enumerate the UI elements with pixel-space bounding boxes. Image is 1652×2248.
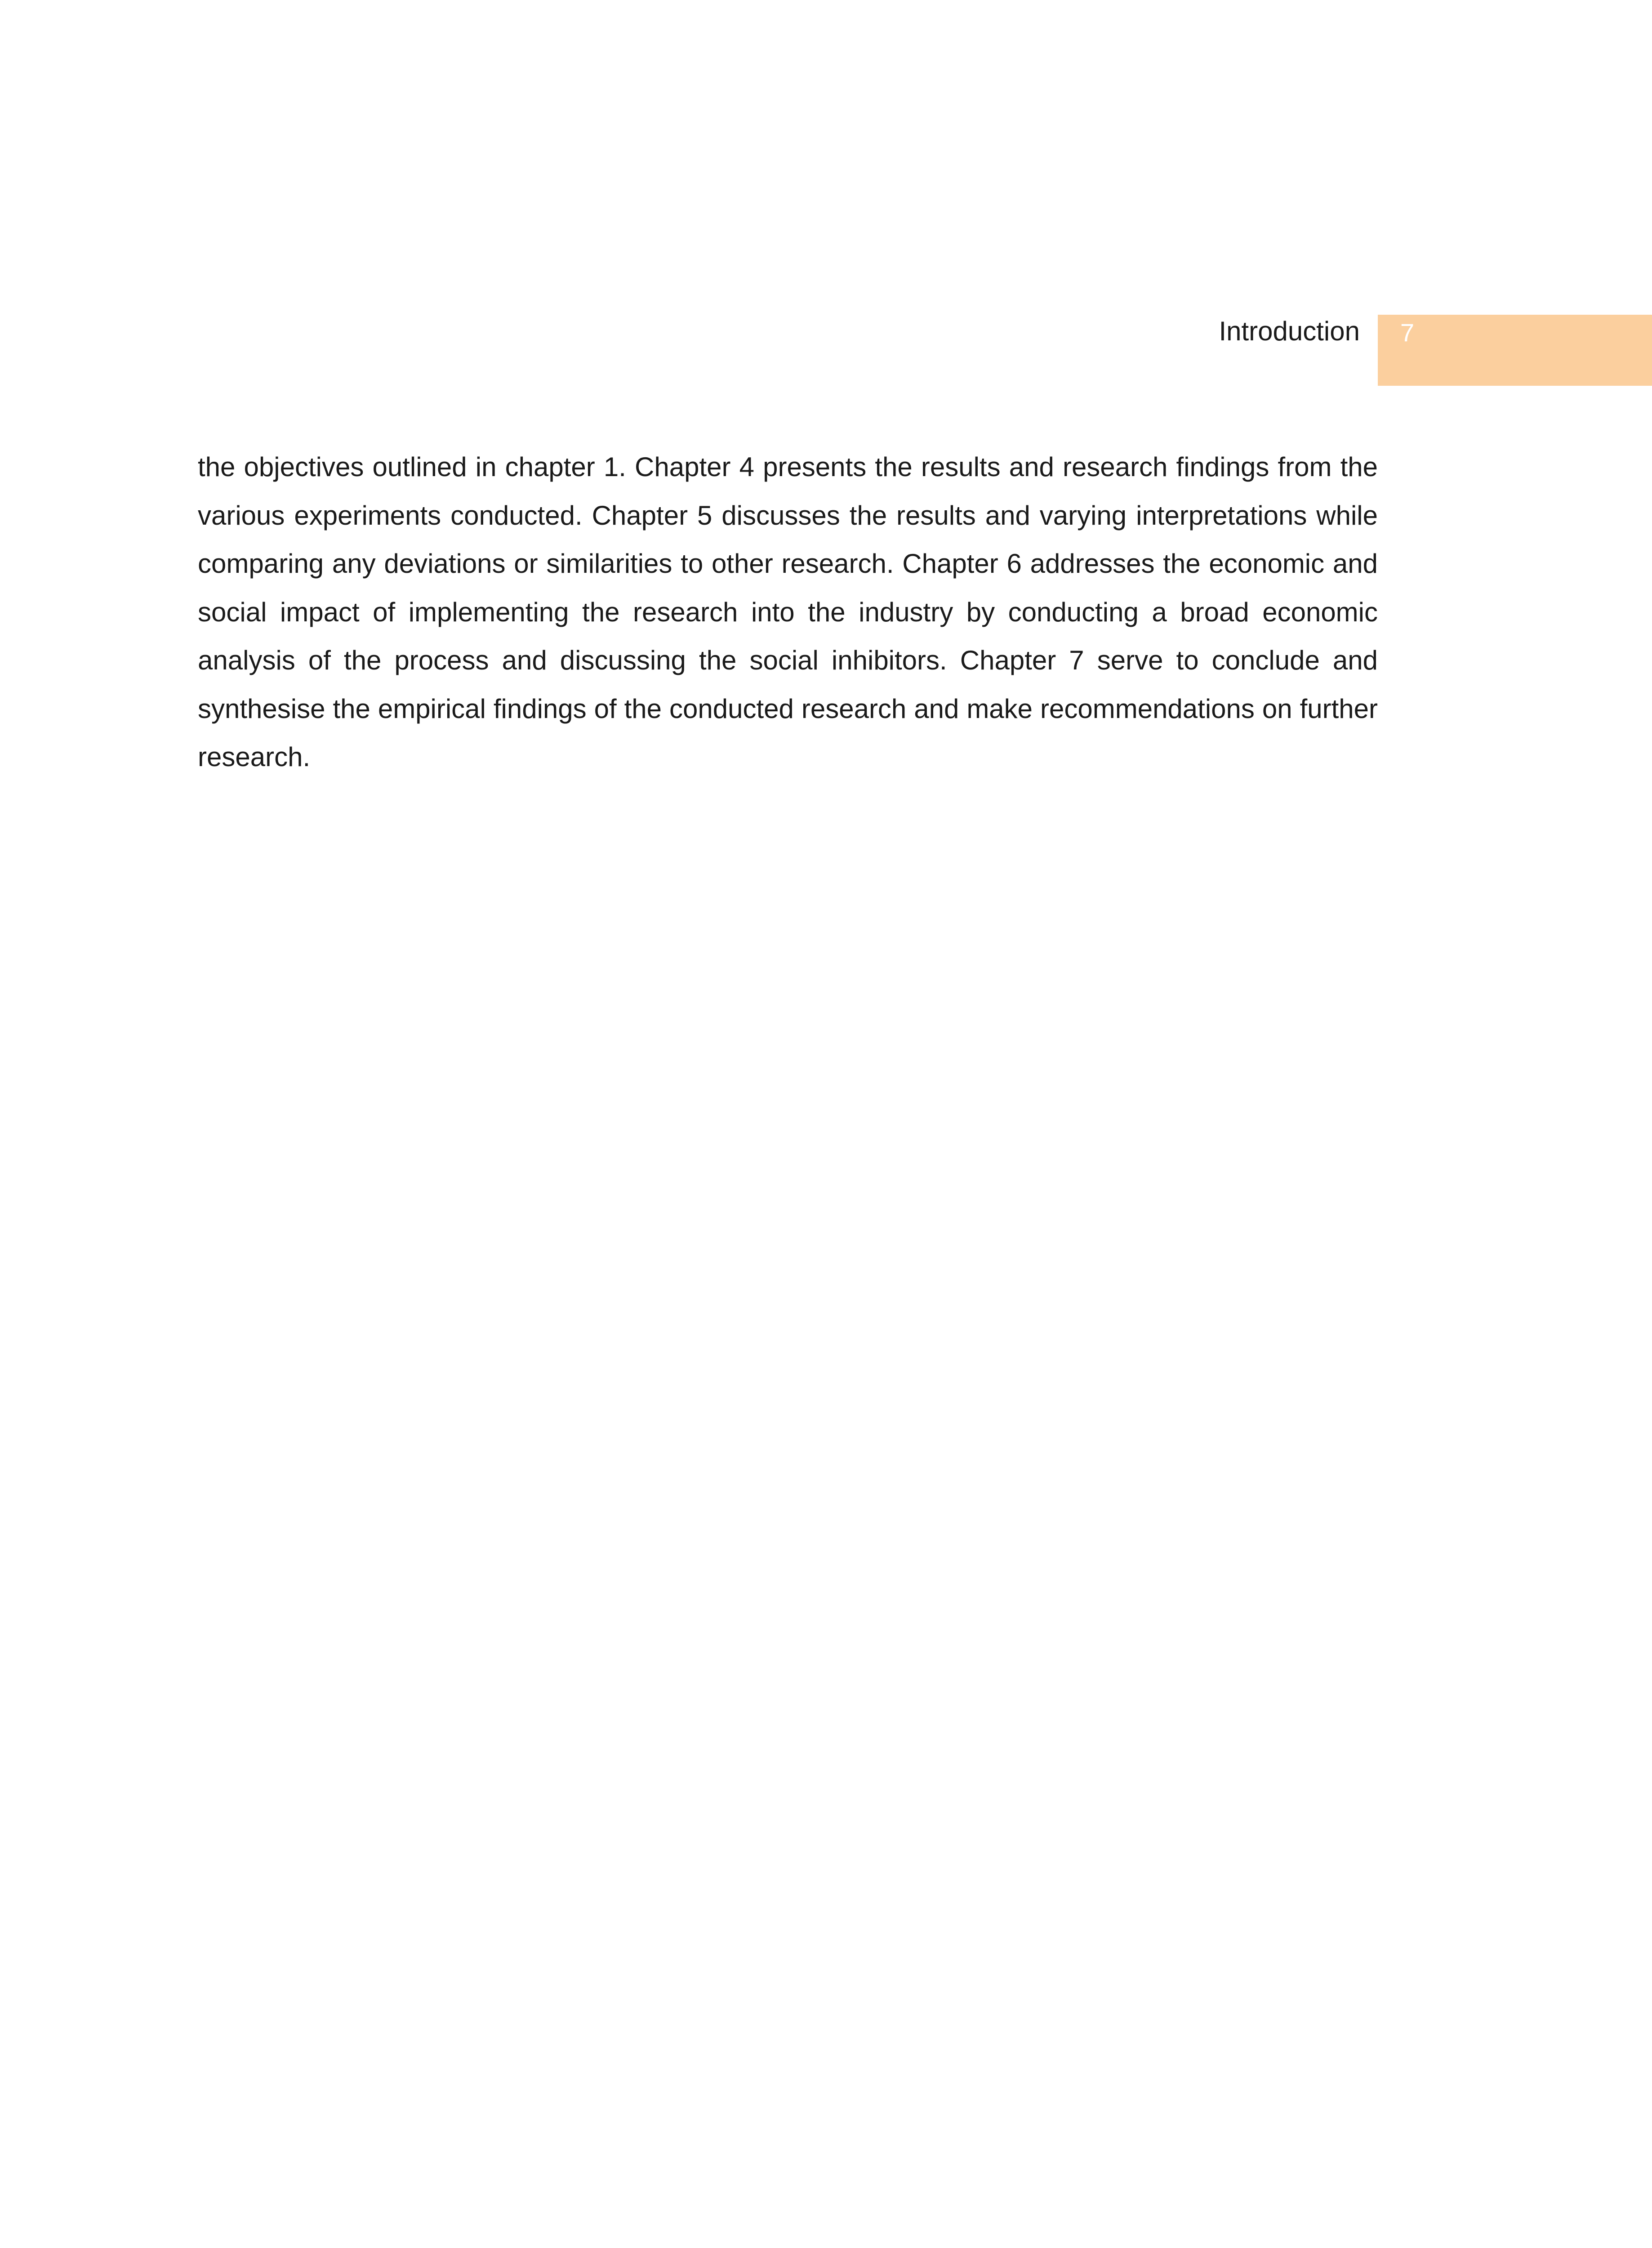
page-number-tab xyxy=(1378,315,1652,386)
page-number: 7 xyxy=(1400,318,1415,347)
running-header xyxy=(0,0,1652,405)
body-paragraph: the objectives outlined in chapter 1. Chapter 4 presents the results and research findings from the various experiments conducted. Chapter 5 discusses the results and varying interpretations while comparing any deviations or similarities to other research. Chapter 6 addresses the economic and social impact of implementing the research into the industry by conducting a broad economic analysis of the process and discussing the social inhibitors. Chapter 7 serve to conclude and synthesise the empirical findings of the conducted research and make recommendations on further research. xyxy=(198,452,1378,772)
chapter-title: Introduction xyxy=(1219,316,1360,346)
